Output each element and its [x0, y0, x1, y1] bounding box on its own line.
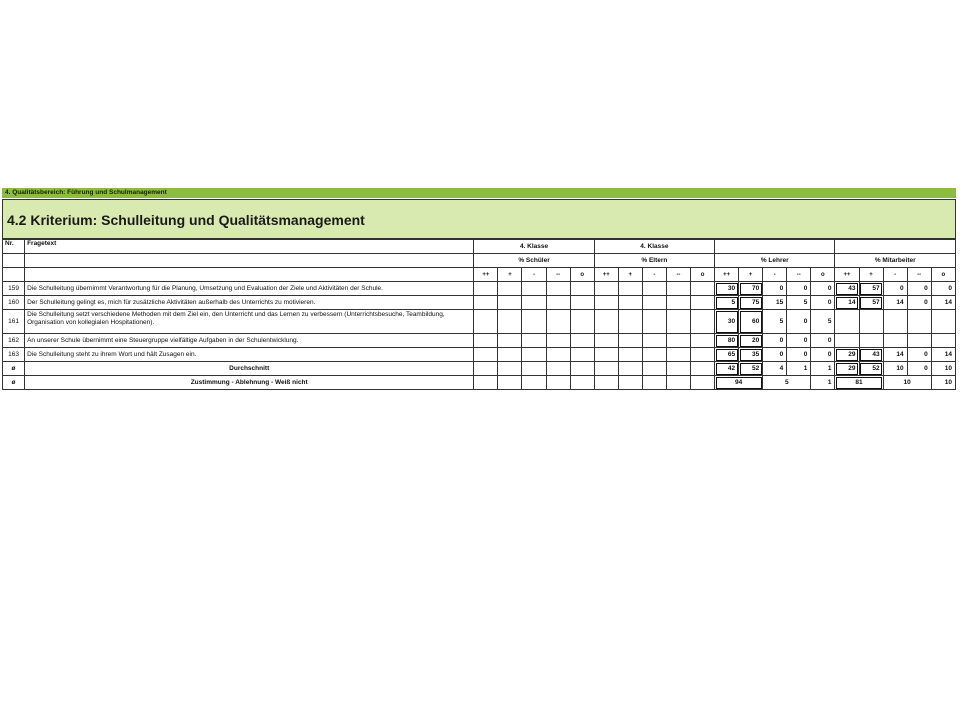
- average-mitarbeiter-value: 29: [835, 362, 859, 376]
- header-question-spacer: [25, 254, 474, 268]
- eltern-cell: [594, 296, 618, 310]
- eltern-cell: [594, 310, 618, 334]
- mitarbeiter-value: [931, 310, 955, 334]
- lehrer-value: 0: [811, 282, 835, 296]
- agreement-empty-cell: [546, 376, 570, 390]
- scale-mitarbeiter-4: o: [931, 268, 955, 282]
- row-question-text: Die Schulleitung setzt verschiedene Methoden mit dem Ziel ein, den Unterricht und das Lernen zu verbessern (Unterrichtsbesuche, Teambildung, Organisation von kollegialen Hospitationen).: [25, 310, 474, 334]
- header-row-scale: [3, 268, 956, 282]
- schueler-cell: [570, 282, 594, 296]
- row-question-text: Der Schulleitung gelingt es, mich für zusätzliche Aktivitäten außerhalb des Unterrichts zu motivieren.: [25, 296, 474, 310]
- scale-eltern-2: -: [642, 268, 666, 282]
- mitarbeiter-value: 14: [931, 348, 955, 362]
- agreement-mitarbeiter-weiss-nicht: 10: [931, 376, 955, 390]
- schueler-cell: [522, 348, 546, 362]
- lehrer-value: 0: [811, 334, 835, 348]
- eltern-cell: [594, 282, 618, 296]
- mitarbeiter-value: [835, 334, 859, 348]
- scale-schueler-4: o: [570, 268, 594, 282]
- mitarbeiter-value: 0: [907, 296, 931, 310]
- header-nr-spacer: [3, 254, 25, 268]
- mitarbeiter-value: 57: [859, 296, 883, 310]
- average-mitarbeiter-value: 52: [859, 362, 883, 376]
- row-nr: 163: [3, 348, 25, 362]
- average-empty-cell: [498, 362, 522, 376]
- mitarbeiter-value: 43: [835, 282, 859, 296]
- lehrer-value: 5: [763, 310, 787, 334]
- agreement-empty-cell: [690, 376, 714, 390]
- eltern-cell: [642, 296, 666, 310]
- lehrer-value: 5: [787, 296, 811, 310]
- average-empty-cell: [474, 362, 498, 376]
- evaluation-sheet: [2, 188, 956, 390]
- agreement-empty-cell: [498, 376, 522, 390]
- average-label: Durchschnitt: [25, 362, 474, 376]
- schueler-cell: [546, 296, 570, 310]
- scale-schueler-3: --: [546, 268, 570, 282]
- header-question: Fragetext: [25, 240, 474, 254]
- schueler-cell: [570, 310, 594, 334]
- average-lehrer-value: 1: [811, 362, 835, 376]
- agreement-empty-cell: [570, 376, 594, 390]
- agreement-label: Zustimmung - Ablehnung - Weiß nicht: [25, 376, 474, 390]
- table-row: [3, 334, 956, 348]
- mitarbeiter-value: [835, 310, 859, 334]
- lehrer-value: 0: [811, 296, 835, 310]
- eltern-cell: [666, 348, 690, 362]
- agreement-mitarbeiter-ablehnung: 10: [883, 376, 931, 390]
- scale-eltern-0: ++: [594, 268, 618, 282]
- average-lehrer-value: 52: [739, 362, 763, 376]
- mitarbeiter-value: 0: [883, 282, 907, 296]
- quality-area-bar: 4. Qualitätsbereich: Führung und Schulmanagement: [2, 188, 956, 198]
- schueler-cell: [522, 334, 546, 348]
- mitarbeiter-value: [883, 334, 907, 348]
- eltern-cell: [642, 282, 666, 296]
- average-lehrer-value: 1: [787, 362, 811, 376]
- scale-schueler-0: ++: [474, 268, 498, 282]
- agreement-lehrer-ablehnung: 5: [763, 376, 811, 390]
- row-nr: 160: [3, 296, 25, 310]
- schueler-cell: [522, 282, 546, 296]
- scale-lehrer-2: -: [763, 268, 787, 282]
- lehrer-value: 15: [763, 296, 787, 310]
- eltern-cell: [690, 282, 714, 296]
- eltern-cell: [618, 296, 642, 310]
- lehrer-value: 0: [811, 348, 835, 362]
- mitarbeiter-value: 29: [835, 348, 859, 362]
- lehrer-value: 0: [787, 282, 811, 296]
- mitarbeiter-value: 0: [907, 282, 931, 296]
- scale-mitarbeiter-2: -: [883, 268, 907, 282]
- mitarbeiter-value: 0: [907, 348, 931, 362]
- agreement-lehrer-weiss-nicht: 1: [811, 376, 835, 390]
- header-row-groups: [3, 240, 956, 254]
- row-nr: 159: [3, 282, 25, 296]
- schueler-cell: [546, 348, 570, 362]
- average-empty-cell: [618, 362, 642, 376]
- header-group-eltern: % Eltern: [594, 254, 714, 268]
- lehrer-value: 70: [739, 282, 763, 296]
- mitarbeiter-value: [883, 310, 907, 334]
- scale-lehrer-0: ++: [715, 268, 739, 282]
- scale-lehrer-3: --: [787, 268, 811, 282]
- header-group-mitarbeiter-top: [835, 240, 956, 254]
- schueler-cell: [522, 310, 546, 334]
- average-empty-cell: [666, 362, 690, 376]
- mitarbeiter-value: 43: [859, 348, 883, 362]
- average-lehrer-value: 42: [715, 362, 739, 376]
- eltern-cell: [618, 282, 642, 296]
- mitarbeiter-value: 14: [883, 296, 907, 310]
- schueler-cell: [474, 348, 498, 362]
- lehrer-value: 5: [715, 296, 739, 310]
- eltern-cell: [642, 348, 666, 362]
- eltern-cell: [666, 296, 690, 310]
- scale-eltern-4: o: [690, 268, 714, 282]
- scale-nr-spacer: [3, 268, 25, 282]
- lehrer-value: 0: [763, 348, 787, 362]
- lehrer-value: 35: [739, 348, 763, 362]
- eltern-cell: [690, 348, 714, 362]
- lehrer-value: 30: [715, 310, 739, 334]
- row-nr: 162: [3, 334, 25, 348]
- mitarbeiter-value: 14: [931, 296, 955, 310]
- schueler-cell: [498, 282, 522, 296]
- table-row: [3, 282, 956, 296]
- schueler-cell: [498, 334, 522, 348]
- table-row: [3, 348, 956, 362]
- eltern-cell: [594, 334, 618, 348]
- average-empty-cell: [690, 362, 714, 376]
- eltern-cell: [666, 282, 690, 296]
- row-nr: 161: [3, 310, 25, 334]
- lehrer-value: 75: [739, 296, 763, 310]
- average-empty-cell: [546, 362, 570, 376]
- row-question-text: An unserer Schule übernimmt eine Steuergruppe vielfältige Aufgaben in der Schulentwicklung.: [25, 334, 474, 348]
- schueler-cell: [474, 334, 498, 348]
- mitarbeiter-value: [907, 334, 931, 348]
- average-empty-cell: [594, 362, 618, 376]
- table-row: [3, 310, 956, 334]
- header-group-lehrer: % Lehrer: [715, 254, 835, 268]
- lehrer-value: 20: [739, 334, 763, 348]
- schueler-cell: [498, 296, 522, 310]
- schueler-cell: [498, 348, 522, 362]
- average-empty-cell: [522, 362, 546, 376]
- agreement-empty-cell: [666, 376, 690, 390]
- criterion-title: 4.2 Kriterium: Schulleitung und Qualitätsmanagement: [2, 199, 956, 239]
- table-row: [3, 296, 956, 310]
- eltern-cell: [618, 348, 642, 362]
- agreement-lehrer-zustimmung: 94: [715, 376, 763, 390]
- header-group-mitarbeiter: % Mitarbeiter: [835, 254, 956, 268]
- header-group-lehrer-top: [715, 240, 835, 254]
- scale-mitarbeiter-3: --: [907, 268, 931, 282]
- eltern-cell: [642, 310, 666, 334]
- agreement-empty-cell: [642, 376, 666, 390]
- lehrer-value: 80: [715, 334, 739, 348]
- schueler-cell: [474, 282, 498, 296]
- schueler-cell: [474, 296, 498, 310]
- lehrer-value: 65: [715, 348, 739, 362]
- scale-lehrer-1: +: [739, 268, 763, 282]
- row-question-text: Die Schulleitung steht zu ihrem Wort und hält Zusagen ein.: [25, 348, 474, 362]
- average-symbol: ø: [3, 362, 25, 376]
- lehrer-value: 30: [715, 282, 739, 296]
- agreement-empty-cell: [522, 376, 546, 390]
- average-lehrer-value: 4: [763, 362, 787, 376]
- lehrer-value: 60: [739, 310, 763, 334]
- agreement-empty-cell: [474, 376, 498, 390]
- header-group-eltern-top: 4. Klasse: [594, 240, 714, 254]
- mitarbeiter-value: 57: [859, 282, 883, 296]
- header-row-subgroups: [3, 254, 956, 268]
- average-row: [3, 362, 956, 376]
- scale-eltern-1: +: [618, 268, 642, 282]
- eltern-cell: [666, 334, 690, 348]
- scale-lehrer-4: o: [811, 268, 835, 282]
- eltern-cell: [690, 310, 714, 334]
- scale-question-spacer: [25, 268, 474, 282]
- schueler-cell: [522, 296, 546, 310]
- scale-eltern-3: --: [666, 268, 690, 282]
- scale-schueler-1: +: [498, 268, 522, 282]
- mitarbeiter-value: [907, 310, 931, 334]
- schueler-cell: [570, 348, 594, 362]
- agreement-empty-cell: [594, 376, 618, 390]
- lehrer-value: 0: [763, 282, 787, 296]
- schueler-cell: [570, 296, 594, 310]
- schueler-cell: [474, 310, 498, 334]
- eltern-cell: [690, 334, 714, 348]
- agreement-empty-cell: [618, 376, 642, 390]
- row-question-text: Die Schulleitung übernimmt Verantwortung für die Planung, Umsetzung und Evaluation der Ziele und Aktivitäten der Schule.: [25, 282, 474, 296]
- agreement-row: [3, 376, 956, 390]
- lehrer-value: 0: [787, 310, 811, 334]
- mitarbeiter-value: [859, 334, 883, 348]
- agreement-mitarbeiter-zustimmung: 81: [835, 376, 883, 390]
- eltern-cell: [594, 348, 618, 362]
- header-nr: Nr.: [3, 240, 25, 254]
- schueler-cell: [546, 282, 570, 296]
- agreement-symbol: ø: [3, 376, 25, 390]
- mitarbeiter-value: 14: [835, 296, 859, 310]
- eltern-cell: [618, 334, 642, 348]
- scale-mitarbeiter-1: +: [859, 268, 883, 282]
- lehrer-value: 0: [787, 334, 811, 348]
- average-mitarbeiter-value: 10: [883, 362, 907, 376]
- eltern-cell: [690, 296, 714, 310]
- eltern-cell: [642, 334, 666, 348]
- scale-mitarbeiter-0: ++: [835, 268, 859, 282]
- average-mitarbeiter-value: 0: [907, 362, 931, 376]
- mitarbeiter-value: [931, 334, 955, 348]
- mitarbeiter-value: 0: [931, 282, 955, 296]
- lehrer-value: 5: [811, 310, 835, 334]
- eltern-cell: [618, 310, 642, 334]
- scale-schueler-2: -: [522, 268, 546, 282]
- schueler-cell: [498, 310, 522, 334]
- schueler-cell: [546, 310, 570, 334]
- schueler-cell: [570, 334, 594, 348]
- average-mitarbeiter-value: 10: [931, 362, 955, 376]
- lehrer-value: 0: [763, 334, 787, 348]
- header-group-schueler: % Schüler: [474, 254, 594, 268]
- lehrer-value: 0: [787, 348, 811, 362]
- schueler-cell: [546, 334, 570, 348]
- mitarbeiter-value: [859, 310, 883, 334]
- average-empty-cell: [642, 362, 666, 376]
- results-table: [2, 239, 956, 390]
- header-group-schueler-top: 4. Klasse: [474, 240, 594, 254]
- eltern-cell: [666, 310, 690, 334]
- average-empty-cell: [570, 362, 594, 376]
- mitarbeiter-value: 14: [883, 348, 907, 362]
